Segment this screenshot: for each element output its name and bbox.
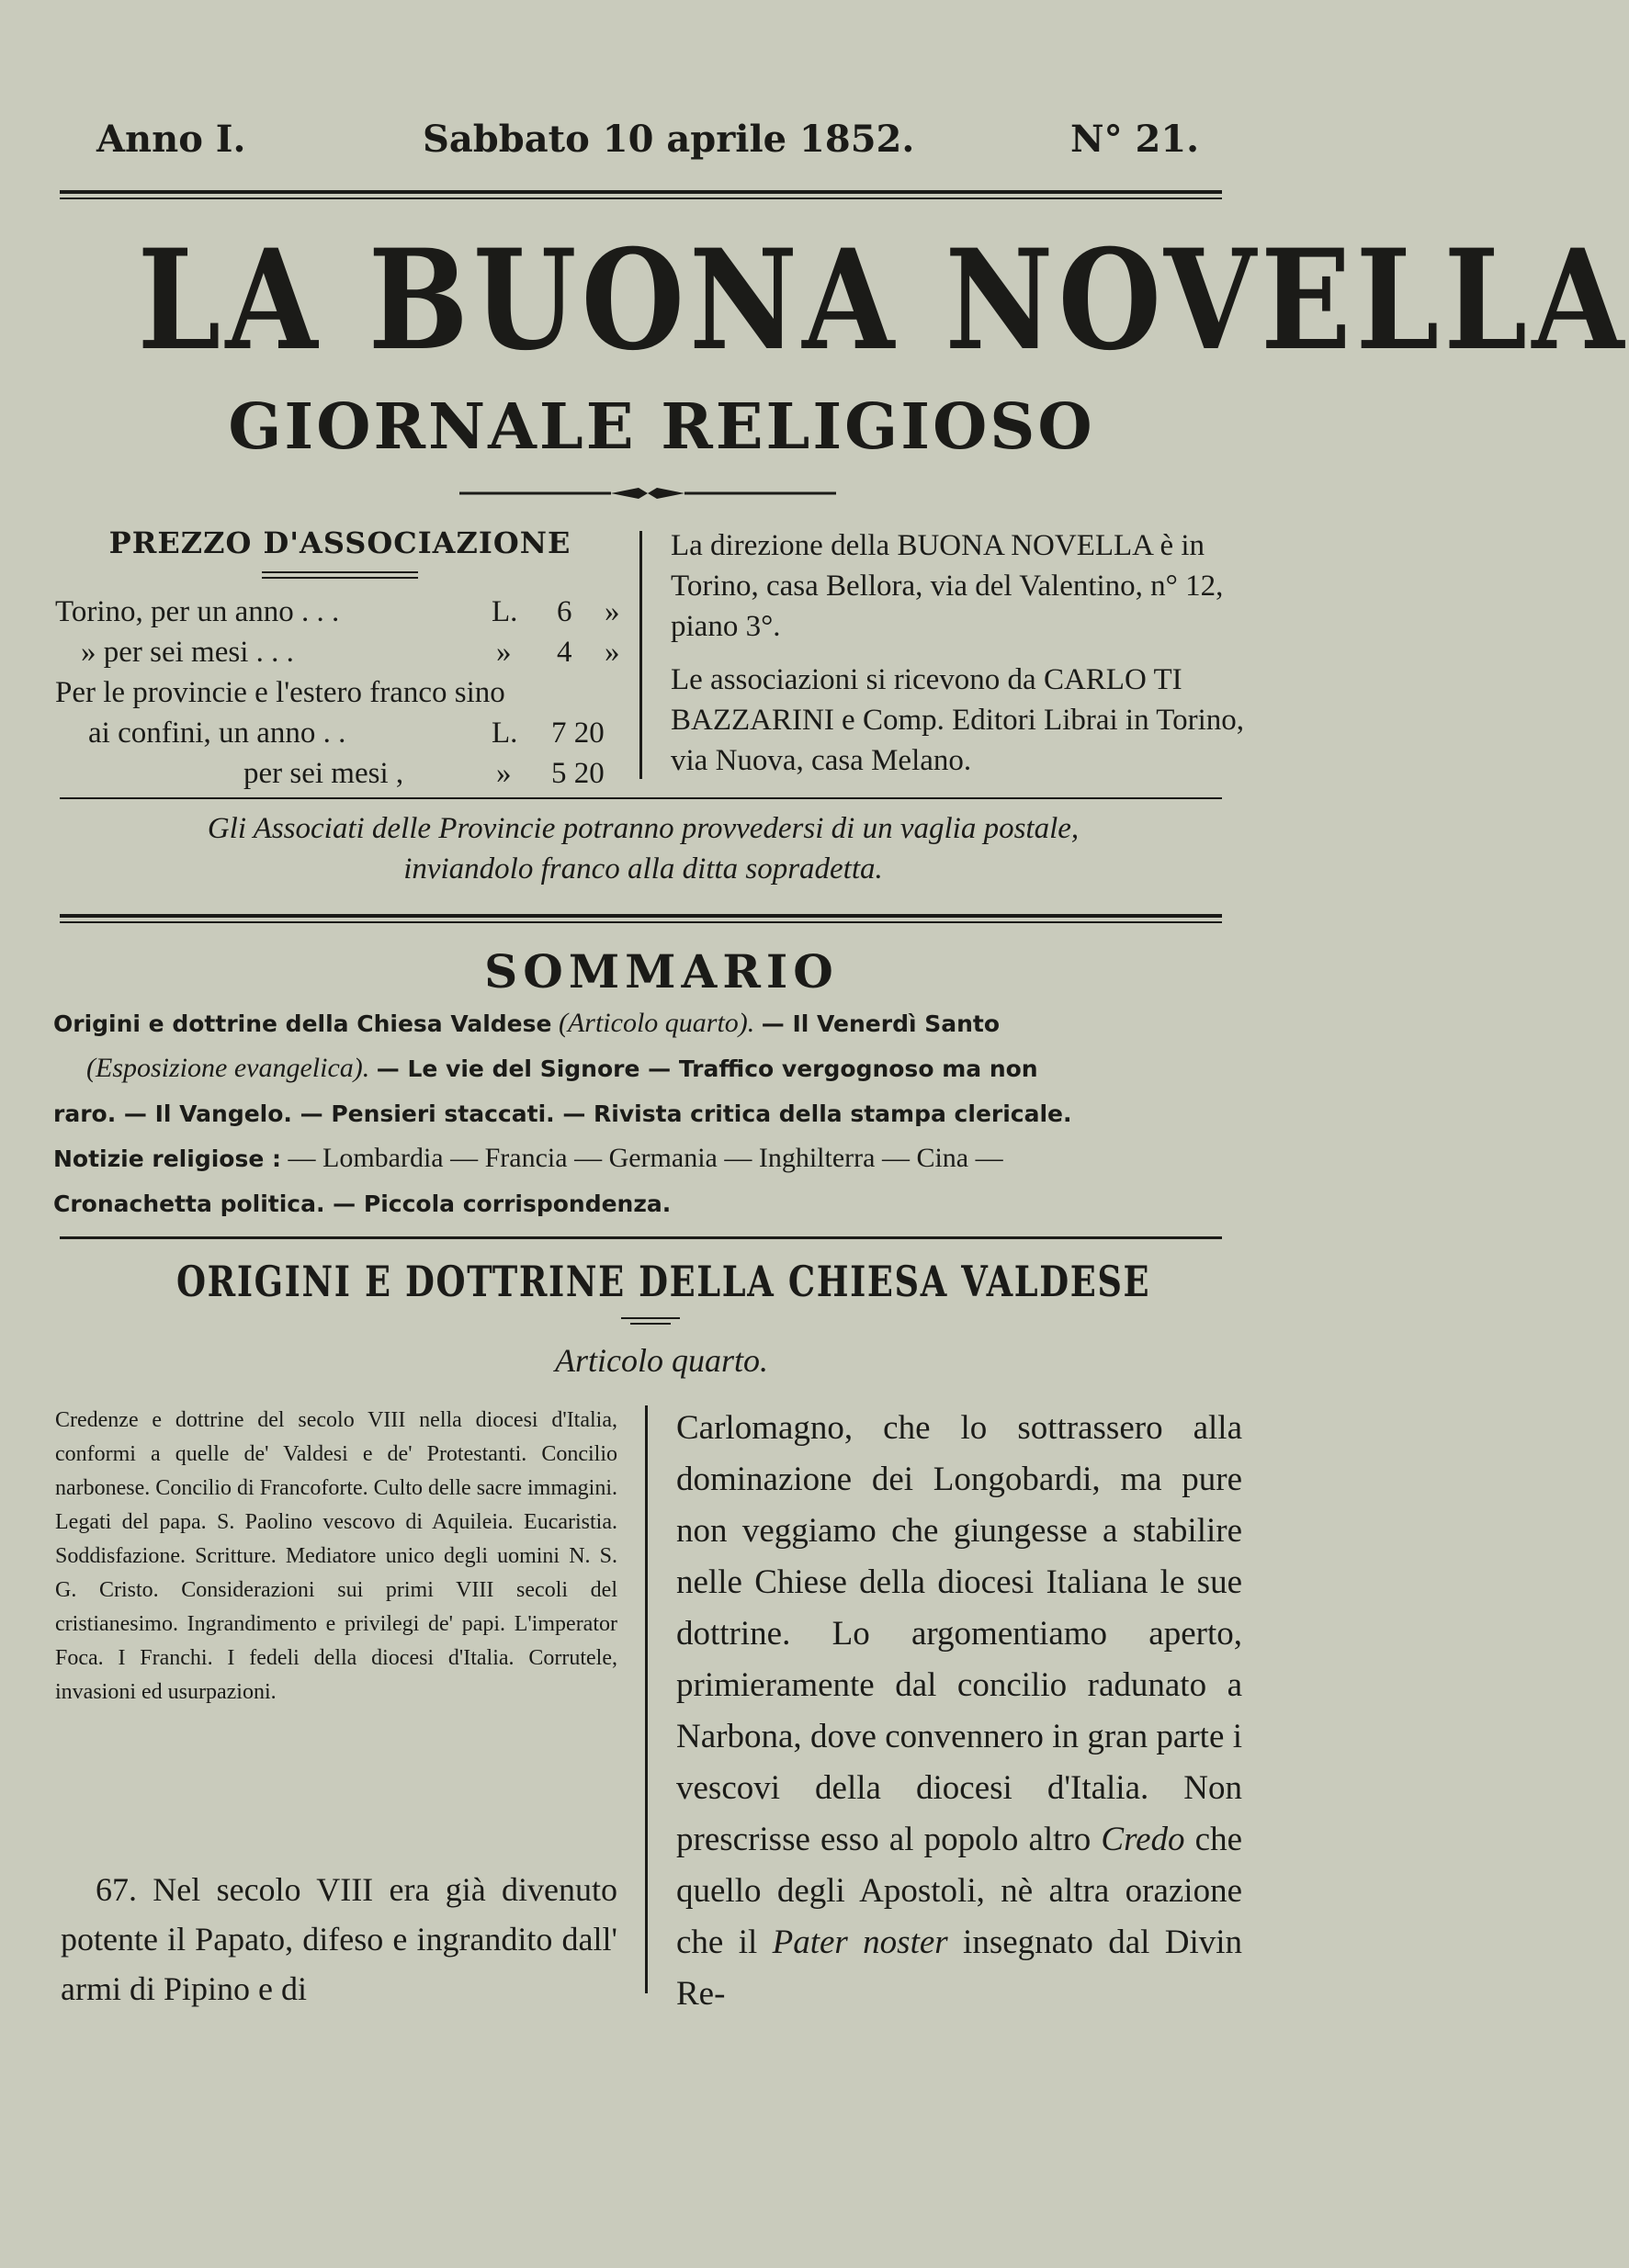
issue-number: N° 21.	[1070, 118, 1200, 161]
notice-rule-top	[60, 797, 1222, 799]
top-rule	[60, 190, 1222, 194]
subscription-heading: PREZZO D'ASSOCIAZIONE	[108, 525, 571, 560]
price-line-4: ai confini, un anno . . L. 7 20	[88, 717, 605, 750]
ornament-divider	[459, 482, 836, 504]
sommario-line-1: Origini e dottrine della Chiesa Valdese (Articolo quarto). — Il Venerdì Santo	[53, 1008, 1001, 1038]
notice-rule-bottom	[60, 914, 1222, 918]
article-column-divider	[645, 1405, 648, 1993]
sommario-heading: SOMMARIO	[484, 944, 839, 999]
article-heading-rule	[621, 1317, 680, 1319]
article-text-right: Carlomagno, che lo sottrassero alla dominazione dei Longobardi, ma pure non veggiamo che giungesse a stabilire nelle Chiese della diocesi Italiana le sue dottrine. Lo argomentiamo aperto, primieramente dal concilio radunato a Narbona, dove convennero in gran parte i vescovi della diocesi d'Italia. Non prescrisse esso al popolo altro Credo che quello degli Apostoli, nè altra orazione che il Pater noster insegnato dal Divin Re-	[676, 1409, 1243, 2013]
article-heading: ORIGINI E DOTTRINE DELLA CHIESA VALDESE	[176, 1257, 1151, 1306]
sommario-line-2: (Esposizione evangelica). — Le vie del Signore — Traffico vergognoso ma non	[86, 1053, 1038, 1083]
price-line-3: Per le provincie e l'estero franco sino	[55, 676, 505, 709]
sommario-line-3: raro. — Il Vangelo. — Pensieri staccati. — Rivista critica della stampa clericale.	[53, 1100, 1072, 1127]
column-divider	[639, 531, 642, 779]
subscription-office: Le associazioni si ricevono da CARLO TI BAZZARINI e Comp. Editori Librai in Torino, via Nuova, casa Melano.	[671, 663, 1245, 777]
sommario-contents	[53, 1001, 1248, 1226]
article-subheading: Articolo quarto.	[555, 1342, 768, 1379]
sommario-line-4: Notizie religiose : — Lombardia — Francia — Germania — Inghilterra — Cina —	[53, 1143, 1003, 1173]
notice-rule-bottom-thin	[60, 921, 1222, 923]
newspaper-subtitle: GIORNALE RELIGIOSO	[228, 390, 1095, 464]
masthead-row	[96, 118, 1200, 173]
subscription-prices	[55, 525, 625, 794]
sommario-rule-bottom	[60, 1236, 1222, 1239]
heading-underline	[262, 571, 418, 579]
article-summary: Credenze e dottrine del secolo VIII nella diocesi d'Italia, conformi a quelle de' Valdesi e de' Protestanti. Concilio narbonese. Concilio di Francoforte. Culto delle sacre immagini. Legati del papa. S. Paolino vescovo di Aquileia. Eucaristia. Soddisfazione. Scritture. Mediatore unico degli uomini N. S. G. Cristo. Considerazioni sui primi VIII secoli del cristianesimo. Ingrandimento e privilegi de' papi. L'imperator Foca. I Franchi. I fedeli della diocesi d'Italia. Corrutele, invasioni ed usurpazioni.	[55, 1408, 617, 1704]
direction-address: La direzione della BUONA NOVELLA è in Torino, casa Bellora, via del Valentino, n° 12, piano 3°.	[671, 529, 1224, 643]
article-heading-rule-2	[630, 1323, 671, 1325]
article-text-left: 67. Nel secolo VIII era già divenuto potente il Papato, difeso e ingrandito dall' armi di Pipino e di	[61, 1871, 617, 2007]
price-line-5: per sei mesi , » 5 20	[243, 757, 605, 790]
price-line-2: » per sei mesi . . . » 4 »	[81, 636, 620, 669]
subscriber-notice: Gli Associati delle Provincie potranno provvedersi di un vaglia postale, inviandolo franco alla ditta sopradetta.	[207, 812, 1080, 886]
direction-info	[671, 525, 1250, 794]
price-line-1: Torino, per un anno . . . L. 6 »	[55, 595, 620, 628]
issue-year: Anno I.	[96, 118, 246, 161]
top-rule-thin	[60, 197, 1222, 199]
newspaper-title: LA BUONA NOVELLA	[137, 220, 1629, 381]
issue-date: Sabbato 10 aprile 1852.	[423, 118, 915, 161]
sommario-line-5: Cronachetta politica. — Piccola corrispondenza.	[53, 1190, 672, 1217]
